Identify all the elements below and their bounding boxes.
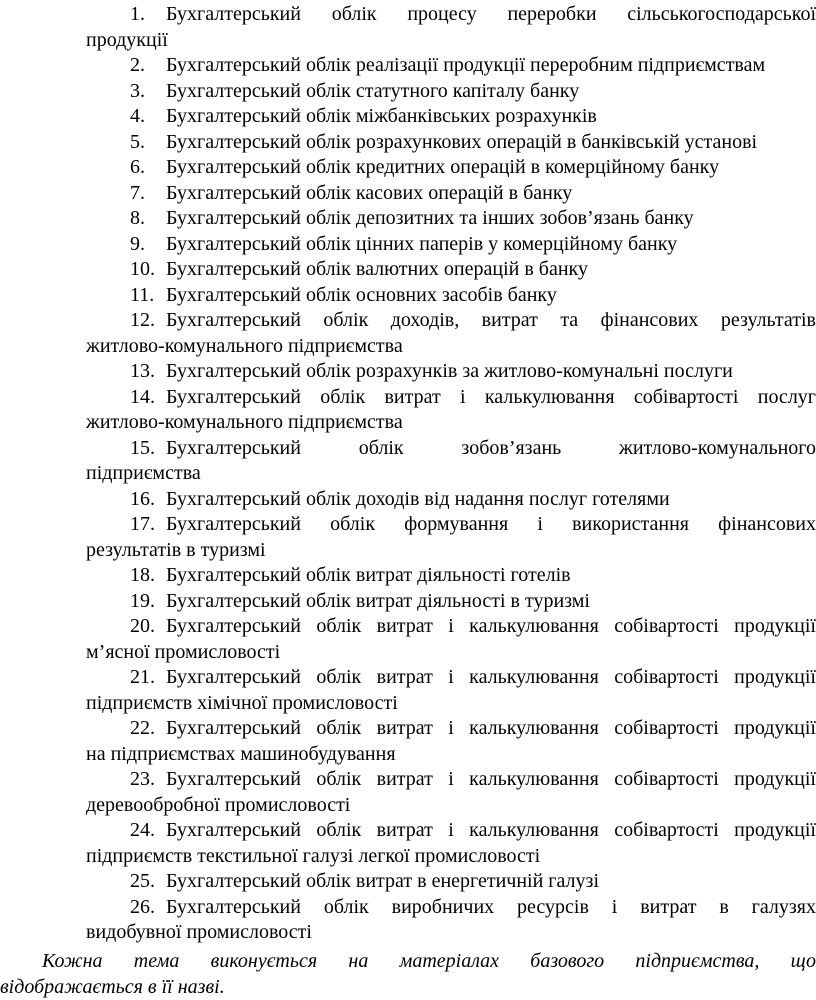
list-item xyxy=(0,895,816,946)
list-item xyxy=(0,79,816,105)
item-number: 9. xyxy=(130,232,145,255)
item-title: Бухгалтерський облік розрахунків за житлово-комунальні послуги xyxy=(166,360,733,382)
item-number: 13. xyxy=(130,360,155,382)
item-number: 2. xyxy=(130,54,145,76)
item-number: 14. xyxy=(130,385,155,408)
item-number: 12. xyxy=(130,309,155,331)
item-number: 6. xyxy=(130,156,145,178)
item-number: 20. xyxy=(130,615,155,637)
item-title-continuation: підприємств хімічної промисловості xyxy=(86,691,398,714)
item-title: Бухгалтерський облік витрат в енергетичній галузі xyxy=(166,870,599,892)
list-item xyxy=(0,283,816,309)
item-number: 5. xyxy=(130,130,145,153)
list-item xyxy=(0,181,816,207)
item-title-continuation: м’ясної промисловості xyxy=(86,640,281,663)
item-title: Бухгалтерський облік цінних паперів у комерційному банку xyxy=(166,232,678,255)
item-title: Бухгалтерський облік процесу переробки сільськогосподарської xyxy=(166,3,816,25)
item-number: 24. xyxy=(130,819,155,841)
list-item xyxy=(0,665,816,716)
item-title: Бухгалтерський облік статутного капіталу банку xyxy=(166,79,580,102)
list-item xyxy=(0,436,816,487)
list-item xyxy=(0,2,816,53)
item-title: Бухгалтерський облік формування і використання фінансових xyxy=(166,513,816,535)
item-number: 4. xyxy=(130,105,145,127)
list-item xyxy=(0,206,816,232)
item-title-continuation: житлово-комунального підприємства xyxy=(86,334,403,357)
item-number: 26. xyxy=(130,895,155,918)
item-number: 17. xyxy=(130,513,155,535)
item-title: Бухгалтерський облік міжбанківських розрахунків xyxy=(166,105,597,127)
item-number: 11. xyxy=(130,283,155,306)
list-item xyxy=(0,359,816,385)
list-item xyxy=(0,869,816,895)
footnote-line-2: відображається в її назві. xyxy=(0,975,225,998)
list-item xyxy=(0,155,816,181)
list-item xyxy=(0,589,816,615)
item-title-continuation: житлово-комунального підприємства xyxy=(86,411,403,433)
item-title-continuation: підприємства xyxy=(86,462,201,484)
item-title: Бухгалтерський облік витрат і калькулювання собівартості послуг xyxy=(166,385,816,408)
item-title: Бухгалтерський облік доходів, витрат та фінансових результатів xyxy=(166,309,816,331)
list-item xyxy=(0,818,816,869)
item-title: Бухгалтерський облік витрат діяльності готелів xyxy=(166,564,571,586)
list-item xyxy=(0,53,816,79)
item-title-continuation: продукції xyxy=(86,28,168,51)
item-title: Бухгалтерський облік витрат діяльності в туризмі xyxy=(166,589,590,612)
item-title: Бухгалтерський облік витрат і калькулювання собівартості продукції xyxy=(166,666,816,688)
item-title: Бухгалтерський облік валютних операцій в банку xyxy=(166,258,588,280)
list-item xyxy=(0,232,816,258)
item-number: 18. xyxy=(130,564,155,586)
item-title: Бухгалтерський облік зобов’язань житлово-комунального xyxy=(166,436,816,459)
item-number: 8. xyxy=(130,207,145,229)
item-number: 3. xyxy=(130,79,145,102)
item-number: 15. xyxy=(130,436,155,459)
list-item xyxy=(0,104,816,130)
list-item xyxy=(0,767,816,818)
item-title: Бухгалтерський облік виробничих ресурсів і витрат в галузях xyxy=(166,895,816,918)
item-title: Бухгалтерський облік кредитних операцій в комерційному банку xyxy=(166,156,720,178)
list-item xyxy=(0,716,816,767)
item-title: Бухгалтерський облік основних засобів банку xyxy=(166,283,557,306)
item-number: 10. xyxy=(130,258,155,280)
item-number: 16. xyxy=(130,487,155,510)
item-title: Бухгалтерський облік касових операцій в банку xyxy=(166,181,573,204)
item-number: 1. xyxy=(130,3,145,25)
item-title: Бухгалтерський облік витрат і калькулювання собівартості продукції xyxy=(166,819,816,841)
item-title: Бухгалтерський облік витрат і калькулювання собівартості продукції xyxy=(166,768,816,790)
item-title: Бухгалтерський облік депозитних та інших зобов’язань банку xyxy=(166,207,694,229)
list-item xyxy=(0,614,816,665)
item-title-continuation: результатів в туризмі xyxy=(86,538,266,561)
item-title-continuation: на підприємствах машинобудування xyxy=(86,742,396,765)
item-title-continuation: підприємств текстильної галузі легкої промисловості xyxy=(86,844,541,867)
list-item xyxy=(0,257,816,283)
item-number: 7. xyxy=(130,181,145,204)
item-title: Бухгалтерський облік доходів від надання послуг готелями xyxy=(166,487,670,510)
list-item xyxy=(0,487,816,513)
list-item xyxy=(0,308,816,359)
item-number: 22. xyxy=(130,717,155,739)
list-item xyxy=(0,512,816,563)
item-title: Бухгалтерський облік витрат і калькулювання собівартості продукції xyxy=(166,717,816,739)
item-number: 21. xyxy=(130,666,155,688)
list-item xyxy=(0,563,816,589)
footnote-line-1: Кожна тема виконується на матеріалах базового підприємства, що xyxy=(42,949,816,972)
list-item xyxy=(0,385,816,436)
item-title-continuation: деревообробної промисловості xyxy=(86,793,351,816)
item-title: Бухгалтерський облік витрат і калькулювання собівартості продукції xyxy=(166,615,816,637)
footnote xyxy=(0,948,816,1000)
item-number: 23. xyxy=(130,768,155,790)
list-item xyxy=(0,130,816,156)
item-number: 25. xyxy=(130,870,155,892)
item-title: Бухгалтерський облік розрахункових операцій в банківській установі xyxy=(166,130,758,153)
item-title: Бухгалтерський облік реалізації продукції переробним підприємствам xyxy=(166,54,766,76)
item-title-continuation: видобувної промисловості xyxy=(86,921,312,943)
item-number: 19. xyxy=(130,589,155,612)
